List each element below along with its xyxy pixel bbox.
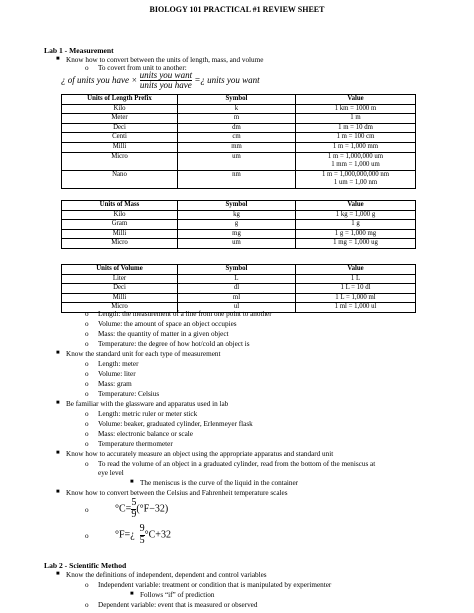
volume-table xyxy=(61,264,416,313)
table-cell: um xyxy=(178,239,296,249)
circle-bullet-icon: o xyxy=(85,532,89,540)
header-cell: Value xyxy=(296,265,416,275)
bullet-icon: ■ xyxy=(130,479,134,485)
table-cell: Kilo xyxy=(62,104,178,114)
sub-text: Length: metric ruler or meter stick xyxy=(98,410,198,418)
apparatus-length xyxy=(85,410,197,419)
circle-bullet-icon: o xyxy=(85,360,89,368)
bullet-text: Know the standard unit for each type of measurement xyxy=(66,350,221,358)
sub-text: Temperature: Celsius xyxy=(98,390,160,398)
formula-lhs: ¿ of units you have × xyxy=(61,75,138,85)
bullet-icon: ■ xyxy=(56,400,60,406)
table-header-row xyxy=(62,265,416,275)
length-table xyxy=(61,94,416,189)
table-cell: mm xyxy=(178,142,296,152)
circle-bullet-icon: o xyxy=(85,320,89,328)
bullet-variables xyxy=(56,571,267,580)
sub-text: Temperature: the degree of how hot/cold an object is xyxy=(98,340,250,348)
formula-denominator: 5 xyxy=(139,534,145,546)
table-header-row xyxy=(62,95,416,105)
conversion-formula xyxy=(61,71,260,91)
circle-bullet-icon: o xyxy=(85,340,89,348)
table-cell: Micro xyxy=(62,152,178,170)
table-row xyxy=(62,239,416,249)
meniscus-note xyxy=(130,479,298,488)
follows-if-note xyxy=(130,591,214,600)
circle-bullet-icon: o xyxy=(85,430,89,438)
unit-volume xyxy=(85,370,136,379)
table-cell: 1 L = 1,000 ml xyxy=(296,293,416,303)
bullet-measure xyxy=(56,450,333,459)
table-row xyxy=(62,152,416,170)
bullet-temperature-convert xyxy=(56,489,288,498)
table-cell: Micro xyxy=(62,239,178,249)
table-cell: 1 m = 1,000,000 um 1 mm = 1,000 um xyxy=(296,152,416,170)
bullet-icon: ■ xyxy=(56,56,60,62)
sub-text: Volume: beaker, graduated cylinder, Erlenmeyer flask xyxy=(98,420,253,428)
unit-mass xyxy=(85,380,132,389)
table-cell: ul xyxy=(178,303,296,313)
table-cell: Nano xyxy=(62,170,178,188)
table-row xyxy=(62,142,416,152)
page-title: BIOLOGY 101 PRACTICAL #1 REVIEW SHEET xyxy=(149,5,325,14)
bullet-icon: ■ xyxy=(130,591,134,597)
table-cell: Gram xyxy=(62,220,178,230)
header-cell: Value xyxy=(296,95,416,105)
sub-text: Independent variable: treatment or condition that is manipulated by experimenter xyxy=(98,581,332,589)
table-cell: nm xyxy=(178,170,296,188)
table-cell: Micro xyxy=(62,303,178,313)
lab2-heading: Lab 2 - Scientific Method xyxy=(44,561,127,570)
header-cell: Units of Volume xyxy=(62,265,178,275)
table-row xyxy=(62,133,416,143)
table-row xyxy=(62,114,416,124)
formula-fraction xyxy=(140,71,193,91)
formula-numerator: 5 xyxy=(131,497,137,508)
table-cell: 1 m = 1,000 mm xyxy=(296,142,416,152)
circle-bullet-icon: o xyxy=(85,370,89,378)
formula-denominator: units you have xyxy=(139,80,192,91)
bullet-standard-units xyxy=(56,350,220,359)
sub-text: Length: meter xyxy=(98,360,139,368)
circle-bullet-icon: o xyxy=(85,581,89,589)
sub-text: The meniscus is the curve of the liquid in the container xyxy=(140,479,299,487)
def-mass xyxy=(85,330,229,339)
def-temperature xyxy=(85,340,250,349)
sub-text: Dependent variable: event that is measured or observed xyxy=(98,601,258,609)
cylinder-instruction-cont: eye level xyxy=(98,469,124,477)
unit-length xyxy=(85,360,139,369)
table-cell: Meter xyxy=(62,114,178,124)
circle-bullet-icon: o xyxy=(85,440,89,448)
table-cell: Milli xyxy=(62,142,178,152)
bullet-text: Be familiar with the glassware and apparatus used in lab xyxy=(66,400,229,408)
table-row xyxy=(62,210,416,220)
bullet-icon: ■ xyxy=(56,489,60,495)
sub-text: Volume: the amount of space an object occupies xyxy=(98,320,237,328)
cylinder-instruction xyxy=(85,460,375,469)
table-cell: cm xyxy=(178,133,296,143)
table-cell: g xyxy=(178,220,296,230)
table-cell: 1 g xyxy=(296,220,416,230)
table-cell: 1 ml = 1,000 ul xyxy=(296,303,416,313)
circle-bullet-icon: o xyxy=(85,506,89,514)
table-cell: dl xyxy=(178,284,296,294)
celsius-formula xyxy=(115,498,168,520)
table-cell: mg xyxy=(178,229,296,239)
table-cell: Milli xyxy=(62,229,178,239)
mass-table xyxy=(61,200,416,249)
fahrenheit-formula xyxy=(115,524,171,546)
sub-text: To covert from unit to another: xyxy=(98,64,187,72)
sub-text: Temperature thermometer xyxy=(98,440,173,448)
header-cell: Units of Mass xyxy=(62,201,178,211)
formula-rhs: =¿ units you want xyxy=(194,75,260,85)
sub-text: Volume: liter xyxy=(98,370,136,378)
independent-variable xyxy=(85,581,331,590)
header-cell: Units of Length Prefix xyxy=(62,95,178,105)
def-length xyxy=(85,310,272,319)
apparatus-mass xyxy=(85,430,193,439)
formula-lhs: °F=¿ xyxy=(115,529,135,541)
dependent-variable xyxy=(85,601,257,610)
bullet-glassware xyxy=(56,400,228,409)
table-cell: 1 m = 100 cm xyxy=(296,133,416,143)
sub-text: Length: the measurement of a line from one point to another xyxy=(98,310,272,318)
table-cell: 1 L xyxy=(296,274,416,284)
apparatus-temperature xyxy=(85,440,173,449)
formula-rhs: °C+32 xyxy=(144,529,171,541)
table-row xyxy=(62,170,416,188)
lab1-heading: Lab 1 - Measurement xyxy=(44,46,114,55)
circle-bullet-icon: o xyxy=(85,410,89,418)
header-cell: Value xyxy=(296,201,416,211)
circle-bullet-icon: o xyxy=(85,64,89,72)
bullet-icon: ■ xyxy=(56,450,60,456)
table-header-row xyxy=(62,201,416,211)
table-cell: L xyxy=(178,274,296,284)
table-cell: Centi xyxy=(62,133,178,143)
table-cell: k xyxy=(178,104,296,114)
sub-text: Mass: the quantity of matter in a given object xyxy=(98,330,229,338)
table-cell: um xyxy=(178,152,296,170)
formula-lhs: °C= xyxy=(115,503,132,515)
unit-temperature xyxy=(85,390,159,399)
table-row xyxy=(62,104,416,114)
header-cell: Symbol xyxy=(178,265,296,275)
table-cell: 1 mg = 1,000 ug xyxy=(296,239,416,249)
formula-denominator: 9 xyxy=(131,508,137,520)
bullet-text: Know how to convert between the Celsius and Fahrenheit temperature scales xyxy=(66,489,288,497)
bullet-text: Know how to accurately measure an object using the appropriate apparatus and standard unit xyxy=(66,450,334,458)
sub-text: Mass: gram xyxy=(98,380,132,388)
bullet-text: Know the definitions of independent, dependent and control variables xyxy=(66,571,267,579)
sub-text: Follows “if” of prediction xyxy=(140,591,215,599)
circle-bullet-icon: o xyxy=(85,310,89,318)
table-row xyxy=(62,293,416,303)
table-cell: 1 m = 1,000,000,000 nm 1 um = 1,00 nm xyxy=(296,170,416,188)
table-cell: kg xyxy=(178,210,296,220)
circle-bullet-icon: o xyxy=(85,380,89,388)
circle-bullet-icon: o xyxy=(85,460,89,468)
table-cell: 1 m xyxy=(296,114,416,124)
sub-text: Mass: electronic balance or scale xyxy=(98,430,193,438)
header-cell: Symbol xyxy=(178,95,296,105)
table-cell: 1 kg = 1,000 g xyxy=(296,210,416,220)
sub-text: To read the volume of an object in a graduated cylinder, read from the bottom of the meniscus at xyxy=(98,460,376,468)
formula-rhs: (°F−32) xyxy=(136,503,169,515)
table-cell: dm xyxy=(178,123,296,133)
table-row xyxy=(62,123,416,133)
table-cell: 1 m = 10 dm xyxy=(296,123,416,133)
table-cell: 1 L = 10 dl xyxy=(296,284,416,294)
apparatus-volume xyxy=(85,420,253,429)
header-cell: Symbol xyxy=(178,201,296,211)
formula-numerator: 9 xyxy=(139,523,145,534)
bullet-icon: ■ xyxy=(56,350,60,356)
table-cell: Deci xyxy=(62,123,178,133)
table-cell: 1 g = 1,000 mg xyxy=(296,229,416,239)
table-cell: m xyxy=(178,114,296,124)
table-cell: Deci xyxy=(62,284,178,294)
table-row xyxy=(62,284,416,294)
circle-bullet-icon: o xyxy=(85,420,89,428)
table-cell: Milli xyxy=(62,293,178,303)
table-cell: ml xyxy=(178,293,296,303)
table-cell: Kilo xyxy=(62,210,178,220)
table-row xyxy=(62,274,416,284)
bullet-icon: ■ xyxy=(56,571,60,577)
table-cell: 1 km = 1000 m xyxy=(296,104,416,114)
def-volume xyxy=(85,320,237,329)
formula-numerator: units you want xyxy=(139,70,193,80)
circle-bullet-icon: o xyxy=(85,601,89,609)
bullet-text: Know how to convert between the units of length, mass, and volume xyxy=(66,56,264,64)
table-row xyxy=(62,229,416,239)
circle-bullet-icon: o xyxy=(85,330,89,338)
table-row xyxy=(62,220,416,230)
table-cell: Liter xyxy=(62,274,178,284)
circle-bullet-icon: o xyxy=(85,390,89,398)
